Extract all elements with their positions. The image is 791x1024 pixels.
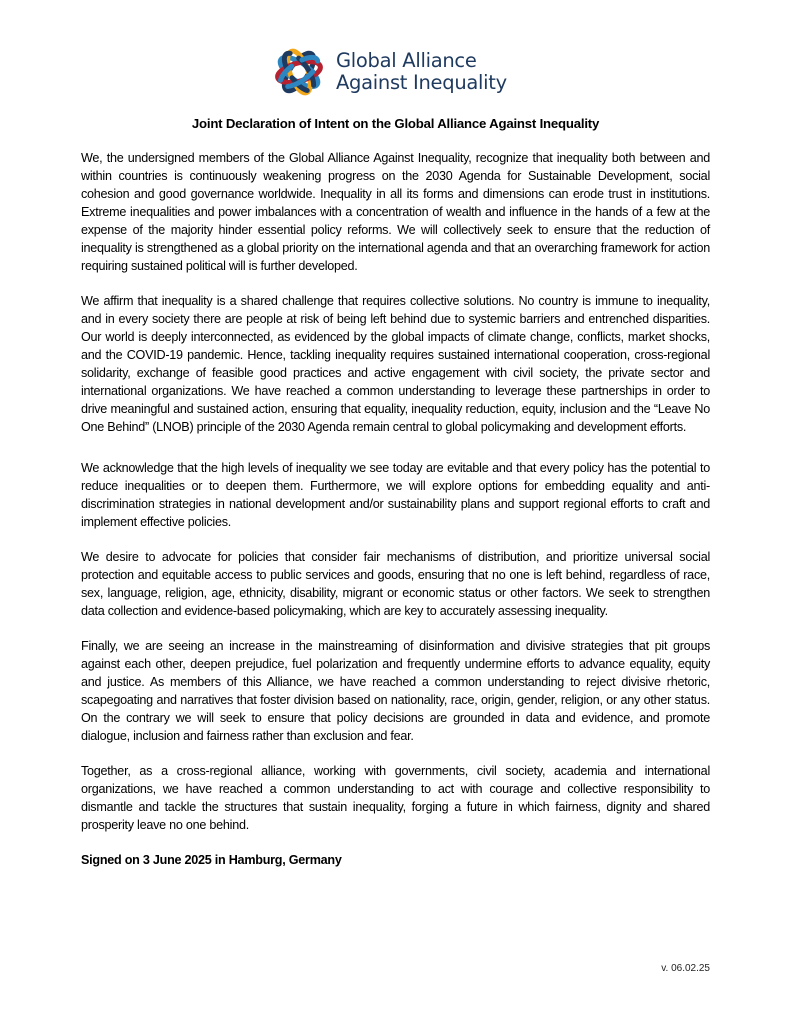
- logo-line-2: Against Inequality: [336, 71, 507, 94]
- paragraph-5: Finally, we are seeing an increase in the mainstreaming of disinformation and divisive strategies that pit groups against each other, deepen prejudice, fuel polarization and frequently undermine efforts to advance equality, equity and justice. As members of this Alliance, we have reached a common understanding to reject divisive rhetoric, scapegoating and narratives that foster division based on nationality, race, origin, gender, religion, or any other status. On the contrary we will seek to ensure that policy decisions are grounded in data and evidence, and promote dialogue, inclusion and fairness rather than exclusion and fear.: [81, 639, 710, 743]
- paragraph-6: Together, as a cross-regional alliance, working with governments, civil society, academia and international organizations, we have reached a common understanding to act with courage and collective responsibility to dismantle and tackle the structures that sustain inequality, forging a future in which fairness, dignity and shared prosperity leave no one behind.: [81, 764, 710, 832]
- interlocking-rings-logo-icon: [272, 45, 326, 99]
- paragraph-4: We desire to advocate for policies that consider fair mechanisms of distribution, and prioritize universal social protection and equitable access to public services and goods, ensuring that no one is left behind, regardless of race, sex, language, religion, age, ethnicity, disability, migrant or economic status or other factors. We seek to strengthen data collection and evidence-based policymaking, which are key to accurately assessing inequality.: [81, 550, 710, 618]
- paragraph-3: We acknowledge that the high levels of inequality we see today are evitable and that every policy has the potential to reduce inequalities or to deepen them. Furthermore, we will explore options for embedding equality and anti-discrimination strategies in national development and/or sustainability plans and support regional efforts to craft and implement effective policies.: [81, 461, 710, 529]
- logo-line-1: Global Alliance: [336, 49, 477, 72]
- document-title: Joint Declaration of Intent on the Global Alliance Against Inequality: [191, 116, 600, 131]
- paragraph-1: We, the undersigned members of the Global Alliance Against Inequality, recognize that inequality both between and within countries is continuously weakening progress on the 2030 Agenda for Sustainable Development, social cohesion and good governance worldwide. Inequality in all its forms and dimensions can erode trust in institutions. Extreme inequalities and power imbalances with a concentration of wealth and influence in the hands of a few at the expense of the majority hinder essential policy reforms. We will collectively seek to ensure that the reduction of inequality is strengthened as a global priority on the international agenda and that an overarching framework for action requiring sustained political will is further developed.: [81, 151, 710, 273]
- document-body: [81, 149, 710, 869]
- paragraph-2: We affirm that inequality is a shared challenge that requires collective solutions. No country is immune to inequality, and in every society there are people at risk of being left behind due to systemic barriers and entrenched disparities. Our world is deeply interconnected, as evidenced by the global impacts of climate change, conflicts, market shocks, and the COVID-19 pandemic. Hence, tackling inequality requires sustained international cooperation, cross-regional solidarity, exchange of feasible good practices and active engagement with civil society, the private sector and international organizations. We have reached a common understanding to leverage these partnerships in order to drive meaningful and sustained action, ensuring that equality, inequality reduction, equity, inclusion and the “Leave No One Behind” (LNOB) principle of the 2030 Agenda remain central to global policymaking and development efforts.: [81, 294, 710, 434]
- version-label: v. 06.02.25: [661, 963, 710, 974]
- signing-statement: Signed on 3 June 2025 in Hamburg, Germany: [81, 853, 342, 867]
- logo-wordmark: [336, 50, 507, 94]
- organization-logo: [272, 44, 507, 100]
